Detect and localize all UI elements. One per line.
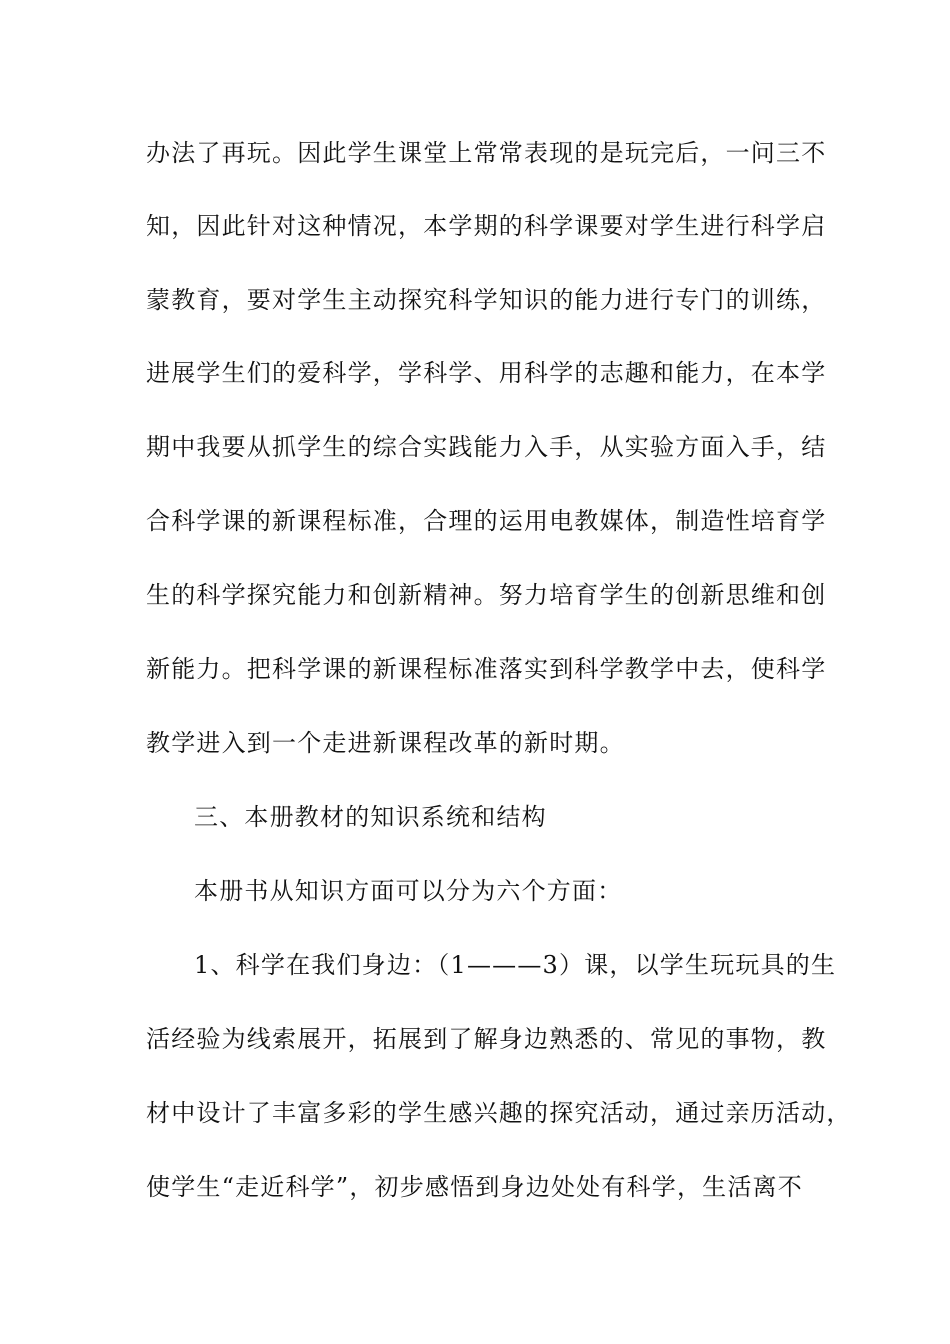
paragraph-line: 教学进入到一个走进新课程改革的新时期。 (146, 729, 625, 757)
paragraph-line: 进展学生们的爱科学，学科学、用科学的志趣和能力，在本学 (146, 359, 827, 387)
paragraph-line: 办法了再玩。因此学生课堂上常常表现的是玩完后，一问三不 (146, 139, 827, 167)
paragraph-line: 蒙教育，要对学生主动探究科学知识的能力进行专门的训练， (146, 286, 827, 314)
paragraph-line: 材中设计了丰富多彩的学生感兴趣的探究活动，通过亲历活动， (146, 1099, 852, 1127)
paragraph-line: 本册书从知识方面可以分为六个方面： (194, 877, 623, 905)
paragraph-line: 合科学课的新课程标准，合理的运用电教媒体，制造性培育学 (146, 507, 827, 535)
paragraph-line: 新能力。把科学课的新课程标准落实到科学教学中去，使科学 (146, 655, 827, 683)
paragraph-line: 活经验为线索展开，拓展到了解身边熟悉的、常见的事物，教 (146, 1025, 827, 1053)
paragraph-line: 期中我要从抓学生的综合实践能力入手，从实验方面入手，结 (146, 433, 827, 461)
paragraph-line: 生的科学探究能力和创新精神。努力培育学生的创新思维和创 (146, 581, 827, 609)
paragraph-line: 知，因此针对这种情况，本学期的科学课要对学生进行科学启 (146, 212, 827, 240)
section-heading: 三、本册教材的知识系统和结构 (194, 803, 547, 831)
paragraph-line: 使学生“走近科学”，初步感悟到身边处处有科学，生活离不 (146, 1173, 803, 1201)
paragraph-line: 1、科学在我们身边：（1———3）课，以学生玩玩具的生 (194, 951, 837, 979)
